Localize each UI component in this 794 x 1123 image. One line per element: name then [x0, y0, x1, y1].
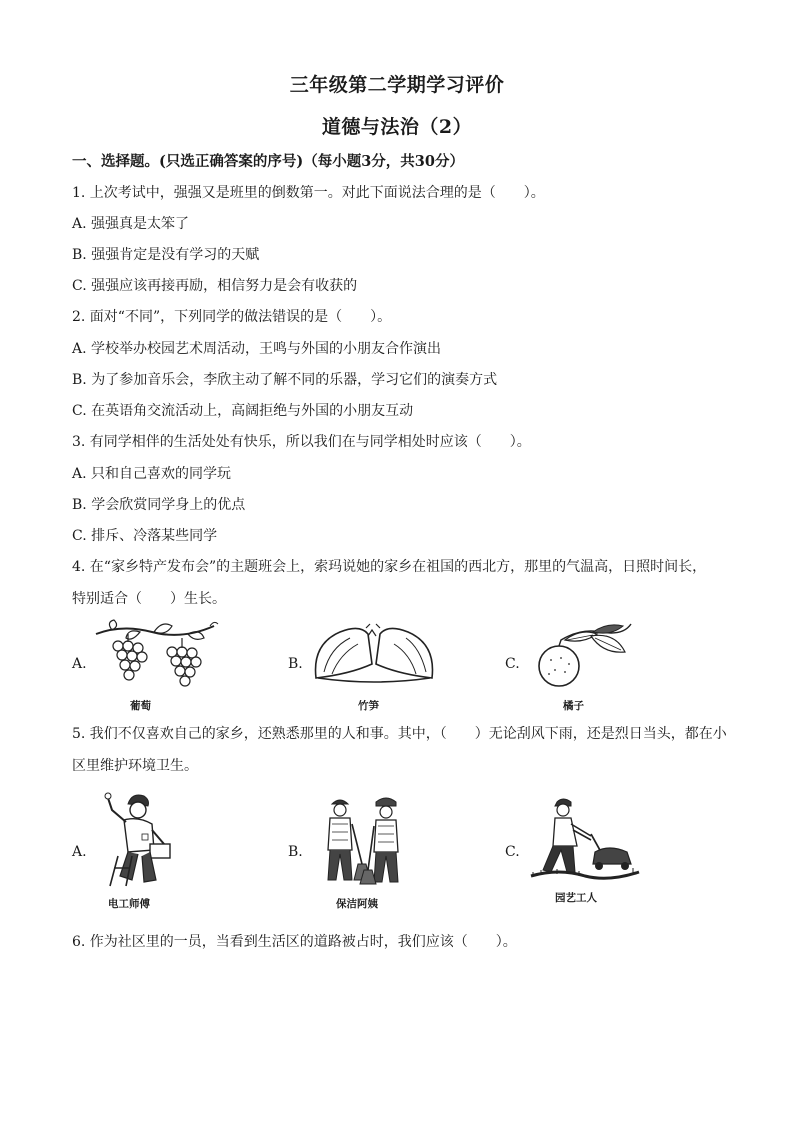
question-5-picture-options: [72, 790, 722, 918]
question-5-stem-line2: 区里维护环境卫生。: [72, 758, 198, 774]
question-4-stem-line2: 特别适合（ ）生长。: [72, 591, 226, 607]
orange-icon: [531, 622, 635, 694]
option-caption: 葡萄: [130, 700, 151, 712]
question-5-stem-line1: 5. 我们不仅喜欢自己的家乡，还熟悉那里的人和事。其中，（ ）无论刮风下雨，还是烈日当头，都在小: [72, 726, 727, 742]
question-3-option-c: C. 排斥、冷落某些同学: [72, 528, 218, 544]
question-6-stem: 6. 作为社区里的一员，当看到生活区的道路被占时，我们应该（ ）。: [72, 934, 517, 950]
question-4-picture-options: [72, 620, 722, 720]
option-letter: C.: [505, 656, 520, 672]
option-caption: 保洁阿姨: [336, 898, 378, 910]
option-caption: 橘子: [563, 700, 584, 712]
option-letter: A.: [72, 844, 87, 860]
gardener-mower-icon: [529, 796, 641, 886]
question-3-option-a: A. 只和自己喜欢的同学玩: [72, 466, 232, 482]
option-caption: 电工师傅: [108, 898, 150, 910]
question-1-stem: 1. 上次考试中，强强又是班里的倒数第一。对此下面说法合理的是（ ）。: [72, 185, 545, 201]
question-1-option-a: A. 强强真是太笨了: [72, 216, 190, 232]
question-1-option-c: C. 强强应该再接再励，相信努力是会有收获的: [72, 278, 358, 294]
question-5-option-b: [288, 790, 488, 918]
option-caption: 园艺工人: [555, 892, 597, 904]
question-4-option-b: [288, 620, 488, 720]
question-2-option-b: B. 为了参加音乐会，李欣主动了解不同的乐器，学习它们的演奏方式: [72, 372, 498, 388]
section-heading: 一、选择题。(只选正确答案的序号)（每小题3分，共30分）: [72, 153, 464, 170]
bamboo-shoot-icon: [310, 624, 438, 690]
question-2-option-a: A. 学校举办校园艺术周活动，王鸣与外国的小朋友合作演出: [72, 341, 442, 357]
question-5-option-c: [505, 790, 705, 918]
question-3-option-b: B. 学会欣赏同学身上的优点: [72, 497, 246, 513]
question-1-option-b: B. 强强肯定是没有学习的天赋: [72, 247, 260, 263]
question-4-stem-line1: 4. 在“家乡特产发布会”的主题班会上，索玛说她的家乡在祖国的西北方，那里的气温高，日照时间长，: [72, 559, 707, 575]
question-4-option-a: [72, 620, 272, 720]
cleaners-icon: [318, 794, 414, 894]
electrician-icon: [98, 790, 174, 894]
grapes-icon: [92, 620, 222, 696]
option-letter: C.: [505, 844, 520, 860]
question-5-option-a: [72, 790, 272, 918]
option-caption: 竹笋: [358, 700, 379, 712]
question-3-stem: 3. 有同学相伴的生活处处有快乐，所以我们在与同学相处时应该（ ）。: [72, 434, 531, 450]
option-letter: A.: [72, 656, 87, 672]
question-2-stem: 2. 面对“不同”，下列同学的做法错误的是（ ）。: [72, 309, 392, 325]
option-letter: B.: [288, 656, 303, 672]
question-2-option-c: C. 在英语角交流活动上，高阔拒绝与外国的小朋友互动: [72, 403, 414, 419]
option-letter: B.: [288, 844, 303, 860]
page-subtitle: 道德与法治（2）: [321, 116, 473, 138]
page-title: 三年级第二学期学习评价: [289, 74, 505, 96]
question-4-option-c: [505, 620, 705, 720]
